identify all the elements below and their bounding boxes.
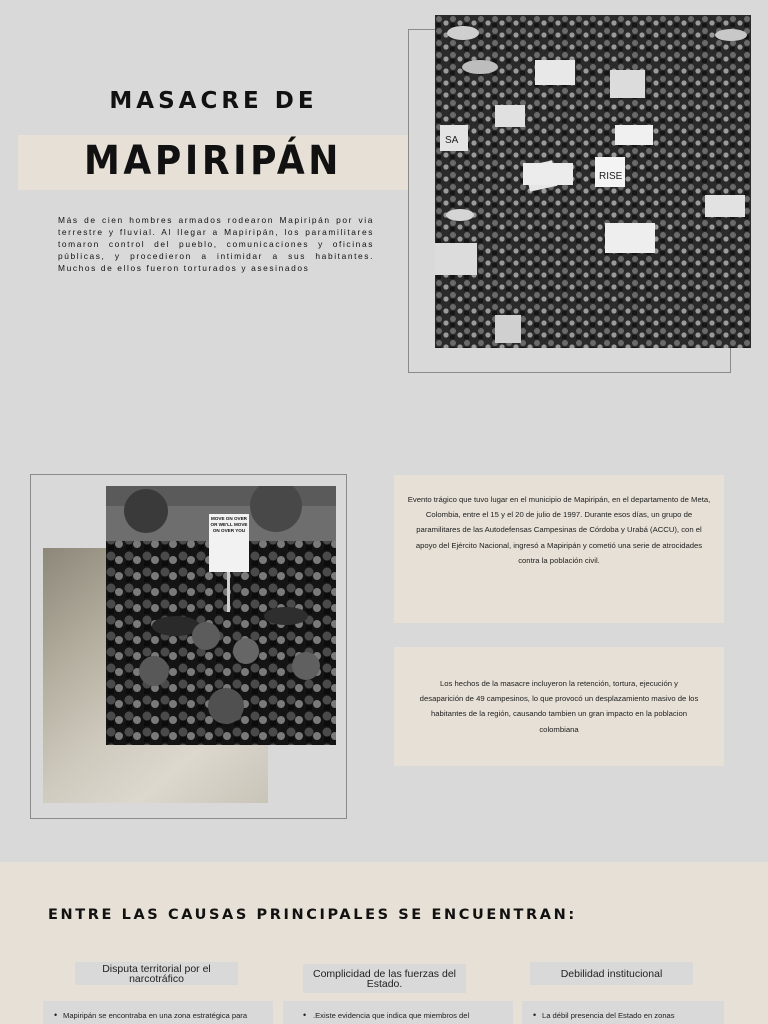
civil-rights-crowd-photo (106, 486, 336, 745)
cause-label-complicidad: Complicidad de las fuerzas del Estado. (303, 964, 466, 993)
causes-section (0, 862, 768, 1024)
protest-crowd-image (435, 15, 751, 348)
cause-text-debilidad: • La débil presencia del Estado en zonas (522, 1001, 724, 1024)
causes-heading: ENTRE LAS CAUSAS PRINCIPALES SE ENCUENTRAN: (48, 907, 577, 923)
facts-description: Los hechos de la masacre incluyeron la retención, tortura, ejecución y desaparición de 49 campesinos, lo que provocó un desplazamiento masivo de los habitantes de la región, causando tambien un gran impacto en la poblacion colombiana (419, 679, 699, 734)
event-description: Evento trágico que tuvo lugar en el municipio de Mapiripán, en el departamento de Meta, Colombia, entre el 15 y el 20 de julio de 1997. Durante esos días, un grupo de paramilitares de las Autodefensas Campesinas de Córdoba y Urabá (ACCU), con el apoyo del Ejército Nacional, ingresó a Mapiripán y cometió una serie de atrocidades contra la población civil. (407, 495, 711, 565)
sign-sa: SA (445, 135, 459, 146)
event-description-box (394, 475, 724, 623)
civil-rights-crowd-image (106, 486, 336, 745)
cause-text-complicidad: • .Existe evidencia que indica que miembros del (283, 1001, 513, 1024)
cause-label-debilidad: Debilidad institucional (530, 962, 693, 985)
intro-paragraph: Más de cien hombres armados rodearon Mapiripán por via terrestre y fluvial. Al llegar a Mapiripán, los paramilitares tomaron control del pueblo, comunicaciones y oficinas públicas, y procedieron a intimidar a sus habitantes. Muchos de ellos fueron torturados y asesinados (58, 215, 374, 273)
protest-sign-text: MOVE ON OVER OR WE'LL MOVE ON OVER YOU (210, 516, 248, 533)
page-title: MAPIRIPÁN (83, 138, 343, 184)
title-line-1: MASACRE DE (109, 88, 318, 114)
facts-description-box (394, 647, 724, 766)
cause-text-narcotrafico: • Mapiripán se encontraba en una zona estratégica para (43, 1001, 273, 1024)
protest-crowd-photo (435, 15, 751, 348)
cause-label-narcotrafico: Disputa territorial por el narcotráfico (75, 962, 238, 985)
sign-rise: RISE (599, 171, 623, 182)
